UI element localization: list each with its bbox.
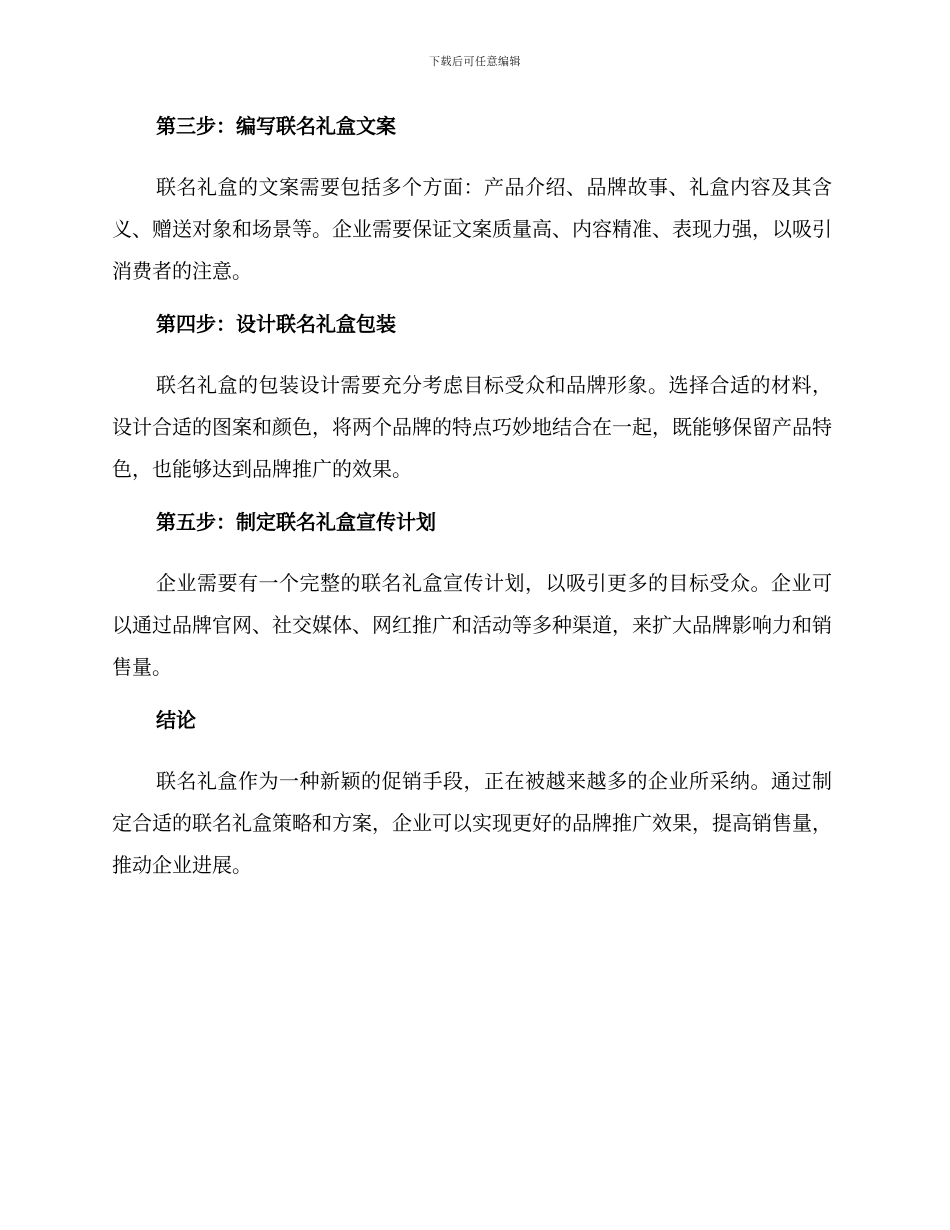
- spacer: [112, 490, 832, 506]
- section-paragraph-step-5: 企业需要有一个完整的联名礼盒宣传计划，以吸引更多的目标受众。企业可以通过品牌官网、社交媒体、网红推广和活动等多种渠道，来扩大品牌影响力和销售量。: [112, 571, 832, 679]
- spacer: [112, 538, 832, 562]
- section-paragraph-step-4: 联名礼盒的包装设计需要充分考虑目标受众和品牌形象。选择合适的材料，设计合适的图案和颜色，将两个品牌的特点巧妙地结合在一起，既能够保留产品特色，也能够达到品牌推广的效果。: [112, 373, 832, 481]
- section-paragraph-conclusion: 联名礼盒作为一种新颖的促销手段，正在被越来越多的企业所采纳。通过制定合适的联名礼盒策略和方案，企业可以实现更好的品牌推广效果，提高销售量，推动企业进展。: [112, 769, 832, 877]
- spacer: [112, 142, 832, 166]
- section-paragraph-step-3: 联名礼盒的文案需要包括多个方面：产品介绍、品牌故事、礼盒内容及其含义、赠送对象和场景等。企业需要保证文案质量高、内容精准、表现力强，以吸引消费者的注意。: [112, 175, 832, 283]
- document-body: [112, 110, 832, 886]
- spacer: [112, 292, 832, 308]
- page-header-note: 下载后可任意编辑: [429, 55, 521, 68]
- spacer: [112, 340, 832, 364]
- section-heading-step-3: 第三步：编写联名礼盒文案: [156, 114, 396, 138]
- spacer: [112, 688, 832, 704]
- spacer: [112, 736, 832, 760]
- section-heading-conclusion: 结论: [156, 708, 196, 732]
- section-heading-step-4: 第四步：设计联名礼盒包装: [156, 312, 396, 336]
- section-heading-step-5: 第五步：制定联名礼盒宣传计划: [156, 510, 436, 534]
